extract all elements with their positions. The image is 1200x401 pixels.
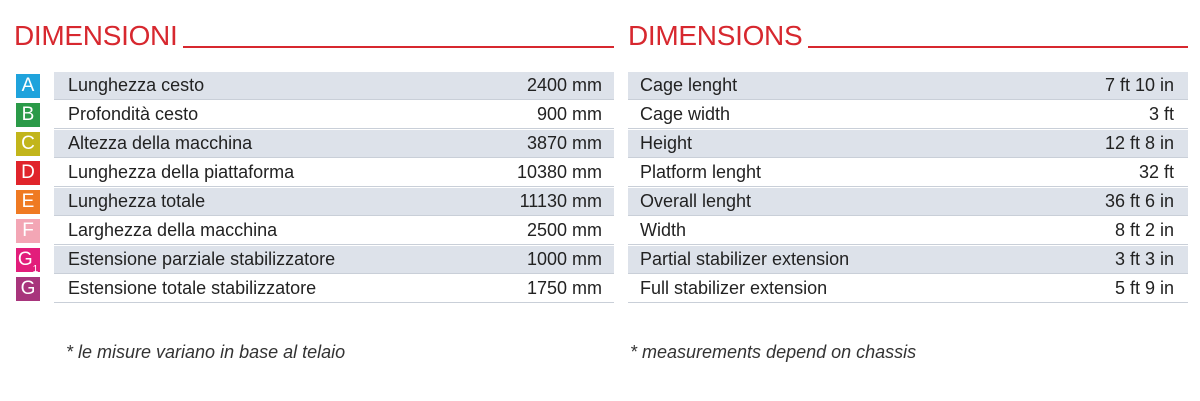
table-row [54, 72, 614, 100]
badge-letter: D [21, 162, 35, 183]
table-row [628, 188, 1188, 216]
dimension-badge-c [16, 132, 40, 156]
dimension-badge-f [16, 219, 40, 243]
italian-heading [14, 20, 614, 52]
dimension-value: 12 ft 8 in [1104, 133, 1174, 153]
dimension-value: 32 ft [1138, 162, 1174, 182]
dimension-value: 11130 mm [519, 191, 602, 211]
dimension-value: 1000 mm [526, 249, 602, 269]
dimension-label: Full stabilizer extension [640, 278, 828, 298]
table-row [628, 217, 1188, 245]
dimension-label: Estensione parziale stabilizzatore [68, 249, 336, 269]
dimension-label: Height [640, 133, 693, 153]
dimension-value: 3870 mm [526, 133, 602, 153]
dimension-value: 3 ft [1148, 104, 1174, 124]
table-row [54, 130, 614, 158]
dimension-label: Lunghezza cesto [68, 75, 205, 95]
table-row [628, 246, 1188, 274]
dimension-badge-e [16, 190, 40, 214]
dimension-label: Width [640, 220, 687, 240]
badge-letter: G [20, 278, 36, 299]
english-title-rule [808, 46, 1188, 48]
dimension-label: Lunghezza della piattaforma [68, 162, 295, 182]
table-row [628, 101, 1188, 129]
badge-letter: B [21, 104, 35, 125]
dimension-badge-b [16, 103, 40, 127]
dimension-label: Overall lenght [640, 191, 752, 211]
table-row [54, 246, 614, 274]
badge-letter: A [21, 75, 35, 96]
dimension-value: 2500 mm [526, 220, 602, 240]
table-row [54, 159, 614, 187]
dimension-label: Larghezza della macchina [68, 220, 278, 240]
dimension-value: 8 ft 2 in [1114, 220, 1174, 240]
dimension-badge-d [16, 161, 40, 185]
english-dimensions-table [628, 72, 1188, 304]
english-footnote: * measurements depend on chassis [630, 342, 917, 362]
badge-letter: G [17, 249, 33, 270]
dimension-label: Partial stabilizer extension [640, 249, 850, 269]
dimension-badge-a [16, 74, 40, 98]
dimension-label: Platform lenght [640, 162, 762, 182]
dimension-label: Estensione totale stabilizzatore [68, 278, 317, 298]
badge-letter: C [21, 133, 35, 154]
badge-letter: F [22, 220, 34, 241]
dimension-value: 900 mm [536, 104, 602, 124]
table-row [54, 101, 614, 129]
dimension-value: 10380 mm [516, 162, 602, 182]
dimension-value: 7 ft 10 in [1104, 75, 1174, 95]
table-row [54, 217, 614, 245]
italian-title: DIMENSIONI [14, 20, 178, 51]
table-row [628, 130, 1188, 158]
italian-title-rule [183, 46, 614, 48]
dimension-value: 1750 mm [526, 278, 602, 298]
dimension-letter-badges [16, 74, 40, 306]
english-title: DIMENSIONS [628, 20, 803, 51]
dimension-value: 2400 mm [526, 75, 602, 95]
dimension-value: 3 ft 3 in [1114, 249, 1174, 269]
dimension-label: Cage lenght [640, 75, 738, 95]
dimension-label: Altezza della macchina [68, 133, 253, 153]
italian-footnote: * le misure variano in base al telaio [66, 342, 346, 362]
dimension-label: Profondità cesto [68, 104, 199, 124]
table-row [628, 72, 1188, 100]
dimension-label: Cage width [640, 104, 731, 124]
dimension-value: 36 ft 6 in [1104, 191, 1174, 211]
dimension-label: Lunghezza totale [68, 191, 206, 211]
badge-subscript: 1 [32, 263, 39, 275]
italian-dimensions-table [54, 72, 614, 304]
table-row [628, 159, 1188, 187]
dimension-value: 5 ft 9 in [1114, 278, 1174, 298]
dimension-badge-g [16, 277, 40, 301]
badge-letter: E [21, 191, 35, 212]
table-row [54, 188, 614, 216]
table-row [54, 275, 614, 303]
table-row [628, 275, 1188, 303]
english-heading [628, 20, 1188, 52]
dimension-badge-g1 [16, 248, 40, 275]
